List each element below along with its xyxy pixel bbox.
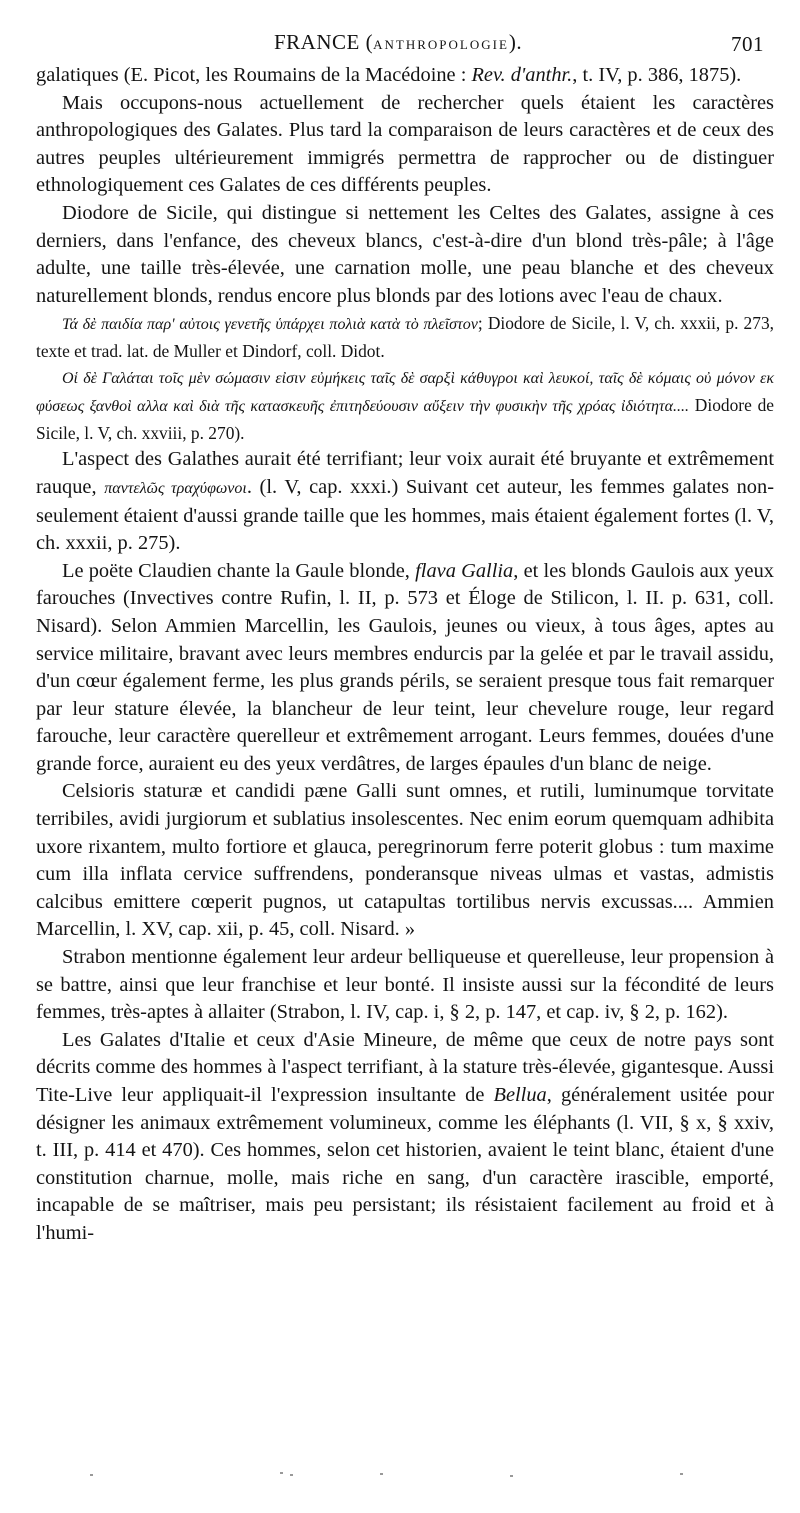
greek-text: Οἱ δὲ Γαλάται τοῖς μὲν σώμασιν εἰσιν εὐμήκεις ταῖς δὲ σαρξὶ κάθυγροι καὶ λευκοί, ταῖς δὲ κόμαις οὐ μόνον εκ φύσεως ξανθοὶ αλλα καὶ διὰ τῆς κατασκευῆς ἐπιτηδεύουσιν αὔξειν τὴν φυσικὴν τῆς χρόας ἰδιότητα.... xyxy=(36,370,774,416)
text-run: Le poëte Claudien chante la Gaule blonde, xyxy=(62,559,416,582)
latin-quote: Celsioris staturæ et candidi pæne Galli sunt omnes, et rutili, luminumque torvitate terribiles, avidi jurgiorum et sublatius insolescentes. Nec enim eorum quemquam adhibita uxore rixantem, multo fortiore et glauca, peregrinorum ferre poterit globus : tum maxime cum illa inflata cervice suffrendens, ponderansque niveas ulmas et vastas, admistis calcibus emittere cœperit pugnos, ut catapultas tortilibus nervis excussas.... Ammien Marcellin, l. XV, cap. xii, p. 45, coll. Nisard. » xyxy=(36,780,774,941)
text-run: L'aspect des Galathes aurait été terrifiant; leur voix aurait été bruyante et extrêmement rauque, xyxy=(36,448,774,498)
paragraph: Strabon mentionne également leur ardeur belliqueuse et querelleuse, leur propension à se battre, ainsi que leur franchise et leur bonté. Il insiste aussi sur la fécondité de leurs femmes, très-aptes à allaiter (Strabon, l. IV, cap. i, § 2, p. 147, et cap. iv, § 2, p. 162). xyxy=(36,946,774,1024)
speck xyxy=(90,1474,93,1476)
paragraph xyxy=(36,558,774,779)
text-run: , généralement usitée pour désigner les animaux extrêmement volumineux, comme les éléphants (l. VII, § x, § xxiv, t. III, p. 414 et 470). Ces hommes, selon cet historien, avaient le teint blanc, étaient d'une constitution charnue, molle, mais riche en sang, d'un caractère irascible, emporté, incapable de se maîtriser, mais peu persistant; ils résistaient facilement au froid et à l'humi- xyxy=(36,1084,774,1244)
running-title-subject: ANTHROPOLOGIE xyxy=(373,37,509,52)
speck xyxy=(290,1474,293,1476)
running-title xyxy=(274,30,522,55)
greek-quote xyxy=(36,364,774,446)
page-number: 701 xyxy=(731,32,764,56)
running-title-end: ). xyxy=(508,30,523,54)
latin-phrase: flava Gallia xyxy=(415,559,514,582)
greek-text: παντελῶς τραχύφωνοι xyxy=(104,479,247,497)
speck xyxy=(510,1475,513,1477)
paragraph xyxy=(36,1027,774,1248)
paragraph: Diodore de Sicile, qui distingue si nettement les Celtes des Galates, assigne à ces derniers, dans l'enfance, des cheveux blancs, c'est-à-dire d'un blond très-pâle; à l'âge adulte, une taille très-élevée, une carnation molle, une peau blanche et des cheveux naturellement blonds, rendus encore plus blonds par des lotions avec l'eau de chaux. xyxy=(36,201,774,307)
paragraph-continued xyxy=(36,62,774,90)
text-run: galatiques (E. Picot, les Roumains de la Macédoine : xyxy=(36,64,472,86)
paragraph: Mais occupons-nous actuellement de rechercher quels étaient les caractères anthropologiques des Galates. Plus tard la comparaison de leurs caractères et de ceux des autres peuples ultérieurement immigrés permettra de rapprocher ou de distinguer ethnologiquement ces Galates de ces différents peuples. xyxy=(36,91,774,197)
greek-text: Τά δὲ παιδία παρ' αὐτοις γενετῆς ὑπάρχει πολιὰ κατὰ τὸ πλεῖστον xyxy=(62,316,478,334)
greek-quote xyxy=(36,310,774,364)
latin-word: Bellua xyxy=(493,1084,547,1106)
text-run: Les Galates d'Italie et ceux d'Asie Mineure, de même que ceux de notre pays sont décrits comme des hommes à l'aspect terrifiant, à la stature très-élevée, gigantesque. Aussi Tite-Live leur appliquait-il l'expression insultante de xyxy=(36,1028,774,1106)
text-run: , t. IV, p. 386, 1875). xyxy=(572,64,742,86)
journal-title: Rev. d'anthr. xyxy=(471,64,573,86)
speck xyxy=(680,1473,683,1475)
running-title-main: FRANCE ( xyxy=(274,30,374,54)
speck xyxy=(280,1472,283,1474)
body-text xyxy=(36,62,774,1248)
speck xyxy=(380,1473,383,1475)
running-head xyxy=(36,28,774,62)
book-page xyxy=(36,28,774,1248)
text-run: , et les blonds Gaulois aux yeux farouches (Invectives contre Rufin, l. II, p. 573 et Éloge de Stilicon, l. II. p. 631, coll. Nisard). Selon Ammien Marcellin, les Gaulois, jeunes ou vieux, à tous âges, aptes au service militaire, bravant avec leurs membres endurcis par la gelée et par le travail assidu, d'un cœur également ferme, les plus grands périls, se seraient presque tous fait remarquer par leur stature élevée, la blancheur de leur teint, leur chevelure rouge, leur regard farouche, leur caractère querelleur et extrêmement arrogant. Leurs femmes, douées d'une grande force, auraient eu des yeux verdâtres, de larges épaules d'un blanc de neige. xyxy=(36,559,775,775)
print-specks xyxy=(80,1470,720,1480)
text-run: . (l. V, cap. xxxi.) Suivant cet auteur, les femmes galates non-seulement étaient d'aussi grande taille que les hommes, mais étaient également fortes (l. V, ch. xxxii, p. 275). xyxy=(36,475,774,555)
citation: ; Diodore de Sicile, l. V, ch. xxxii, p. 273, texte et trad. lat. de Muller et Dindorf, coll. Didot. xyxy=(36,313,774,362)
citation: Diodore de Sicile, l. V, ch. xxviii, p. 270). xyxy=(36,395,774,444)
paragraph xyxy=(36,446,774,557)
